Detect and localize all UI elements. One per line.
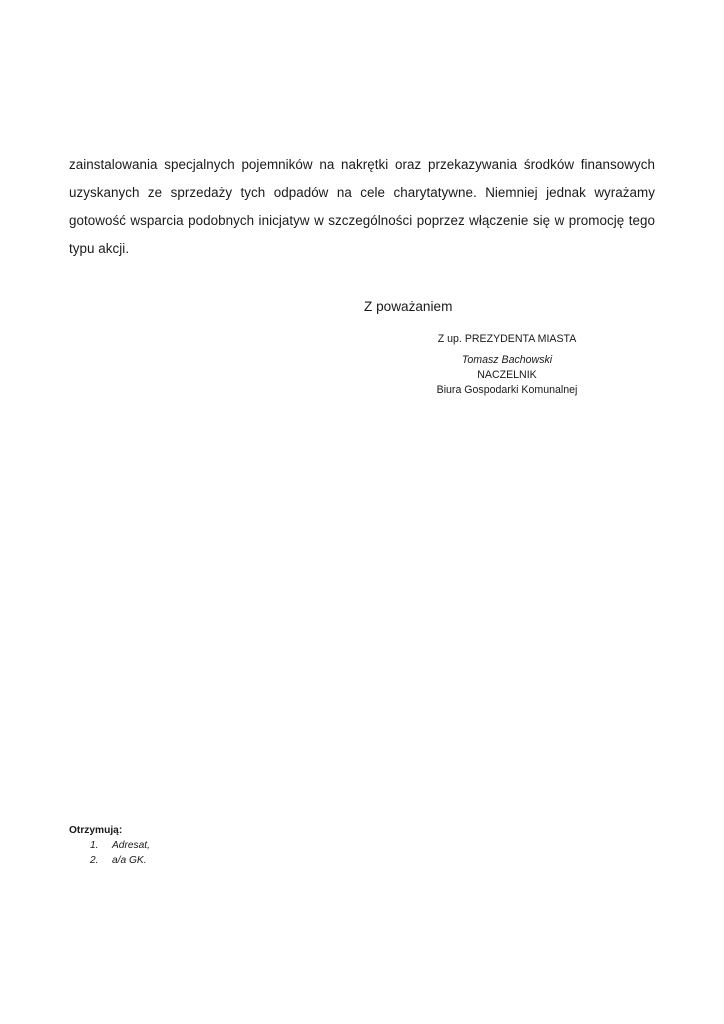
- body-line: uzyskanych ze sprzedaży tych odpadów na cele charytatywne. Niemniej jednak wyrażamy: [69, 185, 655, 200]
- signer-name: Tomasz Bachowski: [461, 354, 553, 366]
- list-item-text: a/a GK.: [112, 855, 147, 866]
- body-line: zainstalowania specjalnych pojemników na nakrętki oraz przekazywania środków finansowych: [69, 157, 655, 172]
- signature-block: [404, 332, 610, 398]
- recipients-section: [69, 823, 150, 868]
- body-line: gotowość wsparcia podobnych inicjatyw w szczególności poprzez włączenie się w promocję tego: [69, 213, 655, 228]
- list-item-text: Adresat,: [112, 840, 150, 851]
- signature-authority: Z up. PREZYDENTA MIASTA: [437, 333, 577, 345]
- recipients-heading: Otrzymują:: [69, 825, 123, 836]
- signer-title: NACZELNIK: [477, 369, 537, 381]
- signer-office: Biura Gospodarki Komunalnej: [436, 384, 578, 396]
- letter-body: [69, 151, 655, 263]
- list-item-number: 2.: [90, 855, 99, 866]
- list-item-number: 1.: [90, 840, 99, 851]
- list-item: [69, 853, 150, 868]
- body-line: typu akcji.: [69, 241, 130, 256]
- list-item: [69, 838, 150, 853]
- closing-greeting: Z poważaniem: [364, 299, 453, 314]
- recipients-list: [69, 838, 150, 868]
